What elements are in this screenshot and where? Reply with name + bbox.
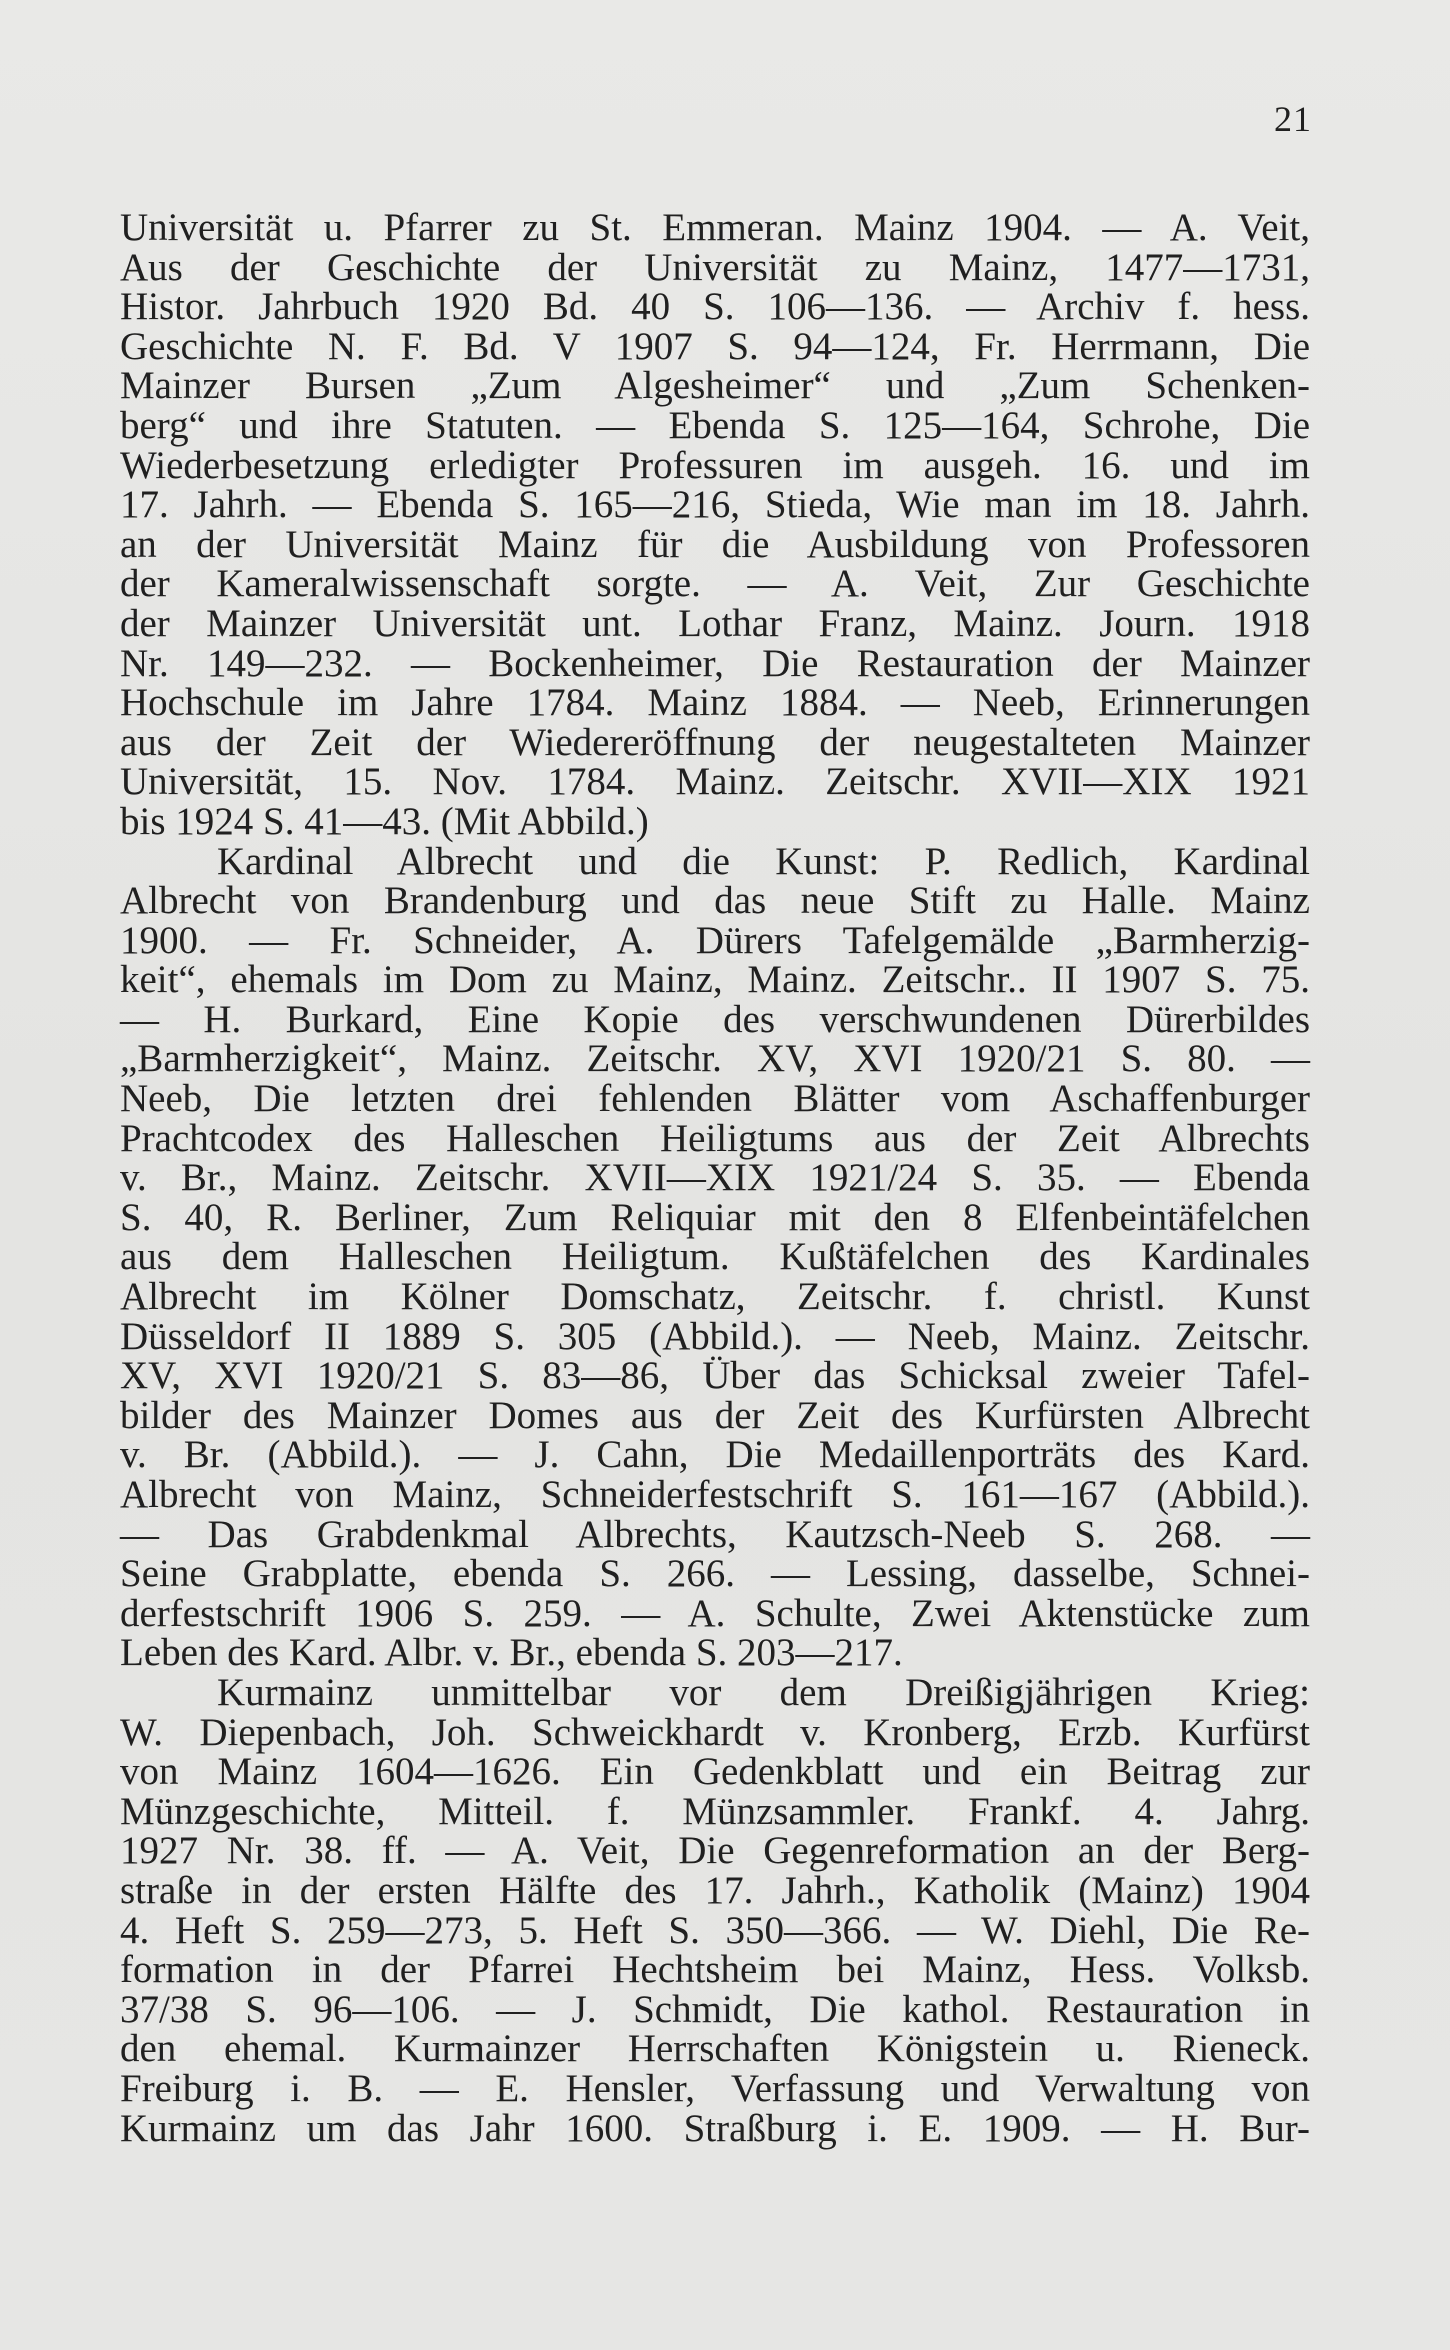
text-line: „Barmherzigkeit“, Mainz. Zeitschr. XV, XVI 1920/21 S. 80. — [120, 1037, 1310, 1081]
text-line: der Kameralwissenschaft sorgte. — A. Veit, Zur Geschichte [120, 562, 1310, 606]
text-line: formation in der Pfarrei Hechtsheim bei Mainz, Hess. Volksb. [120, 1948, 1310, 1992]
text-line: 1927 Nr. 38. ff. — A. Veit, Die Gegenreformation an der Berg- [120, 1829, 1310, 1873]
text-line: 1900. — Fr. Schneider, A. Dürers Tafelgemälde „Barmherzig- [120, 918, 1310, 962]
text-line: Münzgeschichte, Mitteil. f. Münzsammler. Frankf. 4. Jahrg. [120, 1789, 1310, 1833]
text-line: Mainzer Bursen „Zum Algesheimer“ und „Zum Schenken- [120, 364, 1310, 408]
text-line: keit“, ehemals im Dom zu Mainz, Mainz. Zeitschr.. II 1907 S. 75. [120, 958, 1310, 1002]
text-line: bilder des Mainzer Domes aus der Zeit des Kurfürsten Albrecht [120, 1393, 1310, 1437]
text-line: straße in der ersten Hälfte des 17. Jahrh., Katholik (Mainz) 1904 [120, 1868, 1310, 1912]
text-line: Neeb, Die letzten drei fehlenden Blätter vom Aschaffenburger [120, 1077, 1310, 1121]
text-line: 4. Heft S. 259—273, 5. Heft S. 350—366. — W. Diehl, Die Re- [120, 1908, 1310, 1952]
text-line: aus der Zeit der Wiedereröffnung der neugestalteten Mainzer [120, 720, 1310, 764]
text-line: Prachtcodex des Halleschen Heiligtums aus der Zeit Albrechts [120, 1116, 1310, 1160]
text-line: S. 40, R. Berliner, Zum Reliquiar mit den 8 Elfenbeintäfelchen [120, 1195, 1310, 1239]
text-line: Kardinal Albrecht und die Kunst: P. Redlich, Kardinal [217, 839, 1310, 883]
text-line: Universität u. Pfarrer zu St. Emmeran. Mainz 1904. — A. Veit, [120, 206, 1310, 249]
text-line: Kurmainz um das Jahr 1600. Straßburg i. E. 1909. — H. Bur- [120, 2106, 1310, 2150]
text-line: Kurmainz unmittelbar vor dem Dreißigjährigen Krieg: [217, 1670, 1310, 1714]
text-line: Nr. 149—232. — Bockenheimer, Die Restauration der Mainzer [120, 641, 1310, 685]
text-line: Freiburg i. B. — E. Hensler, Verfassung und Verwaltung von [120, 2066, 1310, 2110]
text-line: aus dem Halleschen Heiligtum. Kußtäfelchen des Kardinales [120, 1235, 1310, 1279]
text-line: v. Br. (Abbild.). — J. Cahn, Die Medaillenporträts des Kard. [120, 1433, 1310, 1477]
text-line: an der Universität Mainz für die Ausbildung von Professoren [120, 522, 1310, 566]
text-line: Hochschule im Jahre 1784. Mainz 1884. — Neeb, Erinnerungen [120, 681, 1310, 725]
text-line: Geschichte N. F. Bd. V 1907 S. 94—124, Fr. Herrmann, Die [120, 324, 1310, 368]
paragraph [120, 1670, 1310, 2150]
text-line: Aus der Geschichte der Universität zu Mainz, 1477—1731, [120, 245, 1310, 289]
paragraph [120, 208, 1310, 842]
text-line: Wiederbesetzung erledigter Professuren im ausgeh. 16. und im [120, 443, 1310, 487]
page-number: 21 [1274, 99, 1312, 139]
text-line: Düsseldorf II 1889 S. 305 (Abbild.). — Neeb, Mainz. Zeitschr. [120, 1314, 1310, 1358]
text-line: W. Diepenbach, Joh. Schweickhardt v. Kronberg, Erzb. Kurfürst [120, 1710, 1310, 1754]
text-line: Leben des Kard. Albr. v. Br., ebenda S. 203—217. [120, 1631, 903, 1675]
text-line: v. Br., Mainz. Zeitschr. XVII—XIX 1921/24 S. 35. — Ebenda [120, 1156, 1310, 1200]
text-line: XV, XVI 1920/21 S. 83—86, Über das Schicksal zweier Tafel- [120, 1354, 1310, 1398]
text-line: Albrecht von Brandenburg und das neue Stift zu Halle. Mainz [120, 879, 1310, 923]
text-line: berg“ und ihre Statuten. — Ebenda S. 125—164, Schrohe, Die [120, 403, 1310, 447]
text-line: der Mainzer Universität unt. Lothar Franz, Mainz. Journ. 1918 [120, 601, 1310, 645]
text-line: Albrecht im Kölner Domschatz, Zeitschr. f. christl. Kunst [120, 1275, 1310, 1319]
text-line: Universität, 15. Nov. 1784. Mainz. Zeitschr. XVII—XIX 1921 [120, 760, 1310, 804]
paragraph [120, 839, 1310, 1675]
text-line: — H. Burkard, Eine Kopie des verschwundenen Dürerbildes [120, 997, 1310, 1041]
text-line: 17. Jahrh. — Ebenda S. 165—216, Stieda, Wie man im 18. Jahrh. [120, 483, 1310, 527]
text-line: Histor. Jahrbuch 1920 Bd. 40 S. 106—136. — Archiv f. hess. [120, 285, 1310, 329]
text-line: Albrecht von Mainz, Schneiderfestschrift S. 161—167 (Abbild.). [120, 1473, 1310, 1516]
text-line: den ehemal. Kurmainzer Herrschaften Königstein u. Rieneck. [120, 2027, 1310, 2071]
text-line: — Das Grabdenkmal Albrechts, Kautzsch-Neeb S. 268. — [120, 1512, 1310, 1556]
text-line: bis 1924 S. 41—43. (Mit Abbild.) [120, 799, 649, 843]
text-line: 37/38 S. 96—106. — J. Schmidt, Die kathol. Restauration in [120, 1987, 1310, 2031]
text-line: von Mainz 1604—1626. Ein Gedenkblatt und ein Beitrag zur [120, 1750, 1310, 1794]
body-text [120, 208, 1310, 2148]
text-line: Seine Grabplatte, ebenda S. 266. — Lessing, dasselbe, Schnei- [120, 1552, 1310, 1596]
text-line: derfestschrift 1906 S. 259. — A. Schulte, Zwei Aktenstücke zum [120, 1591, 1310, 1635]
